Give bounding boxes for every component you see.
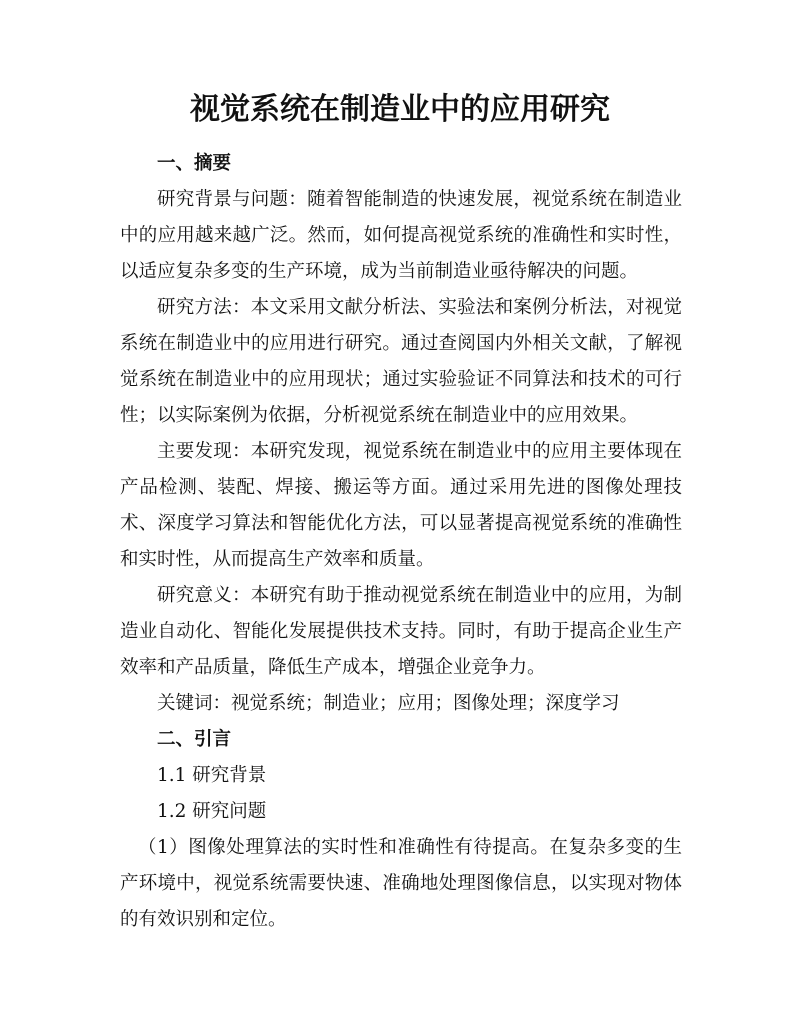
- research-problem-1-paragraph: （1）图像处理算法的实时性和准确性有待提高。在复杂多变的生产环境中，视觉系统需要快速、准确地处理图像信息，以实现对物体的有效识别和定位。: [120, 837, 682, 930]
- document-title: 视觉系统在制造业中的应用研究: [190, 92, 610, 127]
- abstract-significance-paragraph: 研究意义：本研究有助于推动视觉系统在制造业中的应用，为制造业自动化、智能化发展提供技术支持。同时，有助于提高企业生产效率和产品质量，降低生产成本，增强企业竞争力。: [120, 585, 682, 678]
- abstract-findings-paragraph: 主要发现：本研究发现，视觉系统在制造业中的应用主要体现在产品检测、装配、焊接、搬运等方面。通过采用先进的图像处理技术、深度学习算法和智能优化方法，可以显著提高视觉系统的准确性和实时性，从而提高生产效率和质量。: [120, 441, 682, 570]
- abstract-heading: 一、摘要: [157, 153, 232, 174]
- section-1-1-heading: 1.1 研究背景: [157, 765, 267, 786]
- introduction-heading: 二、引言: [157, 729, 232, 750]
- section-1-2-heading: 1.2 研究问题: [157, 801, 267, 822]
- abstract-method-paragraph: 研究方法：本文采用文献分析法、实验法和案例分析法，对视觉系统在制造业中的应用进行研究。通过查阅国内外相关文献，了解视觉系统在制造业中的应用现状；通过实验验证不同算法和技术的可行性；以实际案例为依据，分析视觉系统在制造业中的应用效果。: [120, 297, 682, 426]
- document-body: [120, 146, 682, 938]
- abstract-background-paragraph: 研究背景与问题：随着智能制造的快速发展，视觉系统在制造业中的应用越来越广泛。然而，如何提高视觉系统的准确性和实时性，以适应复杂多变的生产环境，成为当前制造业亟待解决的问题。: [120, 189, 682, 282]
- keywords-line: 关键词：视觉系统；制造业；应用；图像处理；深度学习: [157, 693, 620, 714]
